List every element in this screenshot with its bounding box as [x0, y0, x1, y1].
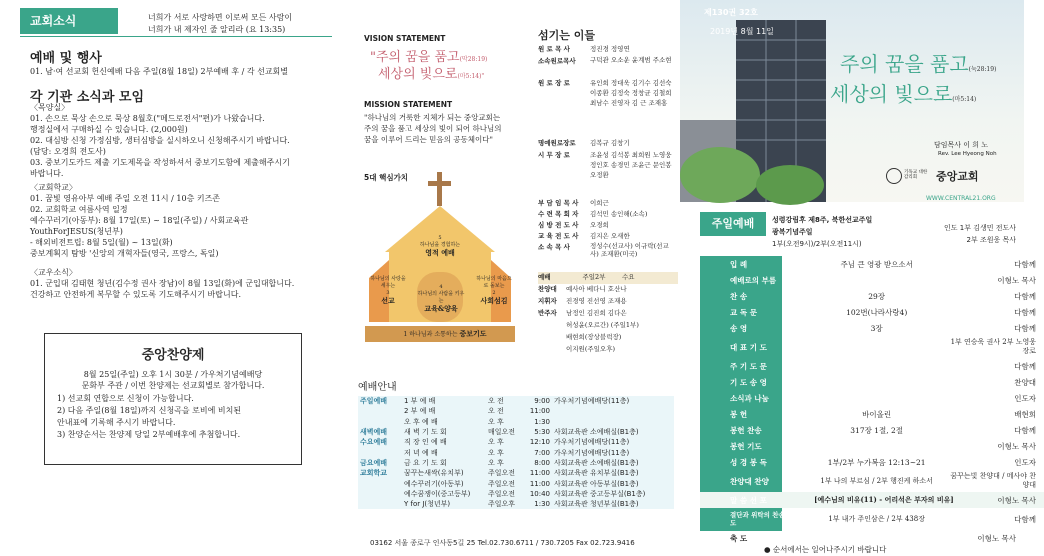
- music-role: 지휘자: [538, 297, 557, 305]
- order-mid: 317장 1절, 2절: [850, 425, 904, 435]
- staff-row: [538, 242, 678, 268]
- sched-place: 사회교육관 소예배실(B1층): [554, 458, 639, 467]
- music-row: [538, 284, 678, 296]
- occasion-line: 성령강림후 제8주, 북한선교주일: [772, 216, 873, 224]
- sched-place: 가우처기념예배당(11층): [554, 438, 630, 447]
- values-base-text: [380, 329, 510, 339]
- sched-name: 금 요 기 도 회: [404, 458, 447, 467]
- music-head-col: 예배: [538, 273, 551, 281]
- sched-cat: 교회학교: [360, 469, 388, 478]
- sched-cat: 수요예배: [360, 438, 388, 447]
- schedule-table: [358, 396, 666, 509]
- mission-line: 주의 꿈을 품고 세상의 빛이 되어 하나님의: [364, 124, 502, 133]
- music-names: 남정인 김진희 김다은: [566, 309, 627, 317]
- order-row: [700, 390, 1044, 406]
- church-logo: [886, 168, 902, 184]
- order-label: 소식과 나눔: [730, 393, 769, 403]
- mission-text: [364, 112, 501, 145]
- value-right-small: 하나님의 마음으로 돌보는: [476, 276, 512, 289]
- staff-role: 소속원로목사: [538, 57, 576, 65]
- value-base: 중보기도: [459, 329, 487, 338]
- order-label: 결단과 위탁의 찬송과 기도: [730, 511, 800, 527]
- music-row: [538, 308, 678, 320]
- service-tab: 주일예배: [700, 212, 766, 236]
- order-label: 주 기 도 문: [730, 361, 767, 371]
- value-left: 선교: [381, 296, 395, 305]
- mission-line: "하나님의 거룩한 지체가 되는 중앙교회는: [364, 113, 501, 122]
- group-line: 바랍니다.: [30, 169, 64, 178]
- standing-note: ● 순서에서는 일어나주시기 바랍니다: [764, 545, 887, 554]
- staff-row: [538, 209, 678, 220]
- vision-text-2: 세상의 빛으로: [378, 67, 458, 82]
- choir-box: [44, 333, 302, 465]
- group-line: 01. 손으로 묵상 손으로 묵상 8월호("메드로전서"편)가 나왔습니다.: [30, 114, 265, 123]
- sched-place: 사회교육관 중고등부실(B1층): [554, 489, 646, 498]
- mission-head: MISSION STATEMENT: [364, 100, 453, 109]
- leader-line: 2부 조원웅 목사: [966, 236, 1016, 244]
- music-block: [538, 272, 678, 356]
- choir-item: 1) 선교회 연합으로 신청이 가능합니다.: [57, 394, 194, 403]
- value-center: 교육&양육: [424, 304, 458, 313]
- tab-divider: [20, 36, 332, 37]
- group-line: 03. 중보기도카드 제출 기도제목을 작성하셔서 중보기도함에 제출해주시기: [30, 158, 290, 167]
- vision-ref-2: (마5:14)": [457, 73, 485, 80]
- sched-place: 가우처기념예배당(11층): [554, 448, 630, 457]
- church-denomination: 기독교 대한감리회: [904, 170, 928, 180]
- order-row: [700, 454, 1044, 470]
- sched-cat: [358, 499, 402, 509]
- vision-head: VISION STATEMENT: [364, 34, 446, 43]
- music-head-col: 수요: [622, 273, 635, 281]
- group-line: 01. 군입대 김태현 청년(김수정 권사 장남)이 8월 13일(화)에 군입대합니다.: [30, 279, 295, 288]
- news-tab: 교회소식: [20, 8, 118, 34]
- order-right: 다함께: [1014, 361, 1036, 371]
- sched-time: 11:00: [529, 479, 550, 488]
- staff-names: 김석민 송인해(소속): [590, 210, 648, 218]
- music-role: 찬양대: [538, 285, 557, 293]
- value-left-small: 하나님의 사랑을 세우는: [370, 276, 406, 289]
- order-right: 인도자: [1014, 393, 1036, 403]
- choir-item: 3) 찬양순서는 찬양제 당일 2부예배후에 추첨합니다.: [57, 430, 241, 439]
- occasion-line: 광복기념주일: [772, 228, 813, 236]
- leader-line: 인도 1부 김생민 전도사: [944, 224, 1016, 232]
- staff-row: [538, 138, 678, 150]
- order-label: 교 독 문: [730, 307, 757, 317]
- staff-role: 명예원로장로: [538, 139, 576, 147]
- order-mid: 바이올린: [862, 409, 892, 419]
- order-label: 찬 송: [730, 291, 748, 301]
- sched-name: 예수꾸러기(아동부): [404, 479, 464, 488]
- order-label: 말 씀 선 포: [730, 495, 767, 505]
- value-base-small: 하나님과 소통하는: [409, 331, 458, 338]
- vision-ref-1: (막28:19): [459, 56, 488, 63]
- sched-time: 8:00: [534, 458, 550, 467]
- value-right-num: 2: [492, 290, 496, 296]
- sched-name: 저 녁 예 배: [404, 448, 438, 457]
- vision-line-2: [378, 63, 484, 82]
- sched-name: 직 장 인 예 배: [404, 438, 447, 447]
- order-row: [700, 492, 1044, 508]
- order-right: 이형노 목사: [997, 275, 1036, 285]
- sched-cat: [358, 406, 402, 416]
- header-verse-2: 너희가 내 제자인 줄 알리라 (요 13:35): [148, 25, 286, 34]
- values-head: 5대 핵심가치: [364, 173, 409, 182]
- staff-row: [538, 231, 678, 242]
- benediction-right: 이형노 목사: [977, 533, 1017, 543]
- value-center-num: 4: [439, 284, 443, 290]
- order-row: [700, 438, 1044, 454]
- header-verse-1: 너희가 서로 사랑하면 이로써 모든 사람이: [148, 13, 293, 22]
- occasion: [772, 214, 872, 250]
- staff-role: 시 무 장 로: [538, 151, 570, 159]
- order-label: 봉헌 찬송: [730, 425, 762, 435]
- benediction-row: [700, 531, 1024, 545]
- staff-role: 심 방 전 도 사: [538, 221, 579, 229]
- order-row: [700, 374, 1044, 390]
- worship-head: 예배안내: [358, 382, 397, 393]
- staff-role: 원 로 목 사: [538, 45, 570, 53]
- vision-panel: [350, 0, 680, 556]
- schedule-row: [358, 417, 666, 427]
- order-row: [700, 288, 1044, 304]
- sched-time: 10:40: [529, 489, 550, 498]
- section-title-groups: 각 기관 소식과 모임: [30, 90, 145, 105]
- choir-title: 중앙찬양제: [141, 348, 205, 363]
- group-line: 중보계획지 탐방 '신앙의 개혁자들(영국, 프랑스, 독일): [30, 249, 219, 258]
- music-role: [538, 332, 566, 344]
- sched-name: 오 후 예 배: [404, 417, 438, 426]
- value-center-small: 하나님의 사람을 키우는: [417, 291, 465, 304]
- sched-ampm: 주일오전: [488, 479, 516, 488]
- order-row: [700, 304, 1044, 320]
- order-label: 대 표 기 도: [730, 342, 767, 352]
- staff-role: 원 로 장 로: [538, 79, 570, 87]
- sched-cat: 주일예배: [360, 397, 388, 406]
- tree: [756, 165, 824, 205]
- group-line: YouthForJESUS(청년부): [30, 227, 123, 236]
- music-names: 진경영 진선영 조재용: [566, 297, 627, 305]
- staff-role: 교 육 전 도 사: [538, 232, 579, 240]
- cross-horizontal: [428, 181, 451, 186]
- order-right: 다함께: [1014, 425, 1036, 435]
- order-right: 찬양대: [1014, 377, 1036, 387]
- groups-block: [30, 102, 335, 300]
- sched-ampm: 오 전: [488, 407, 504, 416]
- value-left-num: 3: [386, 290, 390, 296]
- staff-row: [538, 56, 678, 78]
- order-label: 찬양대 찬양: [730, 476, 769, 486]
- schedule-row: [358, 458, 666, 468]
- values-left-text: [370, 276, 406, 304]
- staff-names: 오경희: [590, 221, 609, 229]
- news-panel: [0, 0, 340, 556]
- order-right: 다함께: [1014, 514, 1036, 524]
- order-row: [700, 470, 1044, 492]
- sched-cat: [358, 478, 402, 488]
- events-line: 01. 남·여 선교회 헌신예배 다음 주일(8월 18일) 2부예배 후 / 각 선교회별: [30, 67, 289, 76]
- order-label: 예배로의 부름: [730, 275, 777, 285]
- schedule-row: [358, 478, 666, 488]
- address: 03162 서울 종로구 인사동5길 25 Tel.02.730.6711 / 730.7205 Fax 02.723.9416: [370, 539, 635, 547]
- sched-place: 사회교육관 아동부실(B1층): [554, 479, 639, 488]
- slogan-ref-1: (눅28:19): [968, 66, 997, 73]
- sched-name: Y for J(청년부): [404, 500, 451, 509]
- music-role: [538, 320, 566, 332]
- staff-row: [538, 198, 678, 209]
- value-base-num: 1: [403, 331, 408, 338]
- music-head-col: 주일2부: [582, 273, 606, 281]
- mission-line: 꿈을 이루어 드리는 믿음의 공동체이다": [364, 135, 493, 144]
- music-row: [538, 320, 678, 332]
- order-right: 다함께: [1014, 323, 1036, 333]
- section-title-events: 예배 및 행사: [30, 51, 102, 66]
- music-names: 배현희(장상블럭장): [566, 333, 622, 341]
- vision-text-1: "주의 꿈을 품고: [370, 50, 460, 65]
- order-row: [700, 256, 1044, 272]
- order-right: 다함께: [1014, 307, 1036, 317]
- sched-ampm: 오 전: [488, 397, 504, 406]
- schedule-table-wrap: [358, 396, 674, 509]
- order-mid: [예수님의 비유(11) - 어리석은 부자의 비유]: [814, 495, 954, 504]
- order-mid: 3장: [870, 323, 883, 333]
- music-role: 반주자: [538, 309, 557, 317]
- sched-ampm: 주일오후: [488, 500, 516, 509]
- staff-names: 구덕관 오소운 윤계범 주소현: [590, 56, 672, 64]
- staff-title: 섬기는 이들: [538, 29, 595, 42]
- group-head: 〈교회학교〉: [30, 183, 77, 192]
- group-line: 01. 꿈빛 영유아부 예배 주일 오전 11시 / 10층 키즈존: [30, 194, 221, 203]
- order-mid: 29장: [868, 291, 886, 301]
- order-mid: 1부 내가 주인삼은 / 2부 438장: [828, 514, 925, 523]
- pastor-name-en: Rev. Lee Hyeong Noh: [938, 151, 997, 157]
- sched-place: 사회교육관 유치부실(B1층): [554, 469, 639, 478]
- order-row: [700, 320, 1044, 336]
- sched-name: 새 벽 기 도 회: [404, 428, 447, 437]
- music-role: [538, 344, 566, 356]
- pastor-name: 담임목사 이 희 노: [934, 141, 989, 149]
- value-right: 사회섬김: [480, 296, 508, 305]
- order-row: [700, 422, 1044, 438]
- sched-ampm: 오 후: [488, 448, 504, 457]
- music-row: [538, 344, 678, 356]
- sched-place: [552, 406, 666, 416]
- benediction-label: 축 도: [730, 533, 748, 543]
- occasion-line: 1부(오전9시)/2부(오전11시): [772, 240, 862, 248]
- schedule-row: [358, 396, 666, 406]
- sched-time: 9:00: [534, 397, 550, 406]
- staff-role: 부 담 임 목 사: [538, 199, 579, 207]
- schedule-row: [358, 447, 666, 457]
- sched-cat: [358, 489, 402, 499]
- values-top-text: [415, 235, 465, 256]
- value-top-small: 하나님을 경험하는: [419, 242, 461, 248]
- order-row: [700, 358, 1044, 374]
- value-top: 영적 예배: [425, 248, 455, 257]
- order-right: 다함께: [1014, 291, 1036, 301]
- order-row: [700, 508, 1044, 530]
- sched-place: [552, 417, 666, 427]
- order-label: 성 경 봉 독: [730, 457, 767, 467]
- order-row: [700, 406, 1044, 422]
- staff-list: [538, 44, 678, 268]
- sched-name: 예수꿈쟁이(중고등부): [404, 489, 471, 498]
- staff-names: 김지은 오새한: [590, 232, 630, 240]
- staff-role: 수 련 목 회 자: [538, 210, 579, 218]
- order-label: 입 례: [730, 259, 748, 269]
- group-line: - 해외비전트립: 8월 5일(월) ~ 13일(화): [30, 238, 173, 247]
- order-right: 이형노 목사: [997, 495, 1036, 505]
- schedule-row: [358, 489, 666, 499]
- sched-ampm: 주일오전: [488, 489, 516, 498]
- order-mid: 102번(나라사랑4): [846, 307, 908, 317]
- sched-place: 가우처기념예배당(11층): [554, 397, 630, 406]
- schedule-row: [358, 499, 666, 509]
- order-label: 봉 헌: [730, 409, 748, 419]
- cover-panel: [680, 0, 1036, 556]
- choir-item: 안내표에 기록해 주시기 바랍니다.: [57, 418, 176, 427]
- sched-cat: 새벽예배: [360, 428, 388, 437]
- tree: [680, 147, 760, 203]
- cross-vertical: [437, 172, 442, 206]
- group-line: 건강하고 안전하게 복무할 수 있도록 기도해주시기 바랍니다.: [30, 290, 241, 299]
- music-names: 이지원(주일오후): [566, 345, 616, 353]
- order-row: [700, 272, 1044, 288]
- staff-names: 정진경 정영연: [590, 45, 630, 53]
- sched-name: 2 부 예 배: [404, 407, 436, 416]
- staff-row: [538, 44, 678, 56]
- church-name: 중앙교회: [936, 170, 979, 183]
- choir-item: 2) 다음 주일(8월 18일)까지 신청곡을 로비에 비치된: [57, 406, 242, 415]
- order-mid: 1부 나의 부르심 / 2부 행진케 하소서: [820, 476, 933, 485]
- staff-row: [538, 220, 678, 231]
- sched-cat: [358, 417, 402, 427]
- sched-ampm: 오 후: [488, 438, 504, 447]
- sched-time: 1:30: [534, 500, 550, 509]
- sched-ampm: 주일오전: [488, 469, 516, 478]
- sched-cat: [358, 447, 402, 457]
- staff-row: [538, 150, 678, 190]
- order-label: 송 영: [730, 323, 748, 333]
- staff-row: [538, 78, 678, 138]
- sched-place: 사회교육관 소예배실(B1층): [554, 428, 639, 437]
- slogan-line-2: [830, 78, 976, 107]
- staff-names: 유인희 정대욱 김기수 김선숙 이종환 김정숙 정창균 김철희 최남수 진영자 김 근 조재홍: [590, 79, 672, 107]
- group-line: 02. 대심방 신청 가정심방, 생터심방을 실시하오니 신청해주시기 바랍니다.: [30, 136, 290, 145]
- slogan-text-1: 주의 꿈을 품고: [840, 52, 969, 76]
- issue-date: 2019년 8월 11일: [710, 27, 774, 36]
- slogan-ref-2: (마5:14): [952, 96, 977, 103]
- order-label: 봉헌 기도: [730, 441, 762, 451]
- value-top-num: 5: [438, 235, 442, 241]
- group-line: 02. 교회학교 여름사역 일정: [30, 205, 128, 214]
- order-row: [700, 336, 1044, 358]
- group-line: 예수꾸러기(아동부): 8월 17일(토) ~ 18일(주일) / 사회교육관: [30, 216, 249, 225]
- sched-cat: 금요예배: [360, 458, 388, 467]
- schedule-row: [358, 406, 666, 416]
- group-head: 〈목양실〉: [30, 103, 70, 112]
- sched-time: 11:00: [529, 469, 550, 478]
- staff-role: 소 속 목 사: [538, 243, 570, 251]
- staff-names: 조윤성 김석봉 최희원 노영웅 정인호 송경민 조윤근 문인봉 오정환: [590, 151, 672, 179]
- sched-ampm: 오 후: [488, 417, 504, 426]
- sched-time: 5:30: [534, 428, 550, 437]
- schedule-row: [358, 468, 666, 478]
- values-center-text: [416, 284, 466, 312]
- order-label: 기 도 송 영: [730, 377, 767, 387]
- slogan-text-2: 세상의 빛으로: [830, 82, 953, 106]
- values-right-text: [476, 276, 512, 304]
- sched-ampm: 오 후: [488, 458, 504, 467]
- sched-place: 사회교육관 청년부실(B1층): [554, 500, 639, 509]
- schedule-row: [358, 427, 666, 437]
- order-right: 꿈꾸는빛 찬양대 / 메사야 찬양대: [950, 472, 1036, 489]
- order-mid: 1부/2부 누가복음 12:13~21: [827, 457, 926, 467]
- order-right: 배현희: [1014, 409, 1036, 419]
- issue-number: 제130권 32호: [704, 8, 758, 17]
- schedule-row: [358, 437, 666, 447]
- sched-time: 11:00: [529, 407, 550, 416]
- music-names: 예사아 베다니 호산나: [566, 285, 627, 293]
- choir-intro: 8월 25일(주일) 오후 1시 30분 / 가우처기념예배당: [83, 370, 263, 379]
- sched-ampm: 매일오전: [488, 428, 516, 437]
- choir-intro: 문화부 주관 / 이번 찬양제는 선교회별로 참가합니다.: [81, 381, 265, 390]
- order-right: 1부 연승욱 권사 2부 노영웅 장로: [950, 338, 1036, 355]
- order-right: 인도자: [1014, 457, 1036, 467]
- music-names: 허성윤(오르간) (주일1부): [566, 321, 639, 329]
- staff-names: 김복규 김창기: [590, 139, 630, 147]
- group-line: 행정실에서 구매하실 수 있습니다. (2,000원): [30, 125, 188, 134]
- sched-time: 1:30: [534, 417, 550, 426]
- sched-time: 12:10: [529, 438, 550, 447]
- music-row: [538, 332, 678, 344]
- order-mid: 주님 큰 영광 받으소서: [840, 259, 913, 269]
- sched-name: 1 부 예 배: [404, 397, 436, 406]
- staff-names: 정성수(선교사) 이규락(선교사) 조재환(미국): [590, 242, 669, 258]
- church-url: WWW.CENTRAL21.ORG: [926, 195, 996, 202]
- order-right: 다함께: [1014, 259, 1036, 269]
- music-row: [538, 296, 678, 308]
- order-right: 이형노 목사: [997, 441, 1036, 451]
- group-line: (담당: 오경희 전도사): [30, 147, 106, 156]
- slogan-line-1: [840, 48, 996, 77]
- sched-name: 꿈꾸는새싹(유치부): [404, 469, 464, 478]
- sched-time: 7:00: [534, 448, 550, 457]
- group-head: 〈교우소식〉: [30, 268, 77, 277]
- staff-names: 이희근: [590, 199, 609, 207]
- music-head-row: [538, 272, 678, 284]
- leader: [902, 222, 1016, 246]
